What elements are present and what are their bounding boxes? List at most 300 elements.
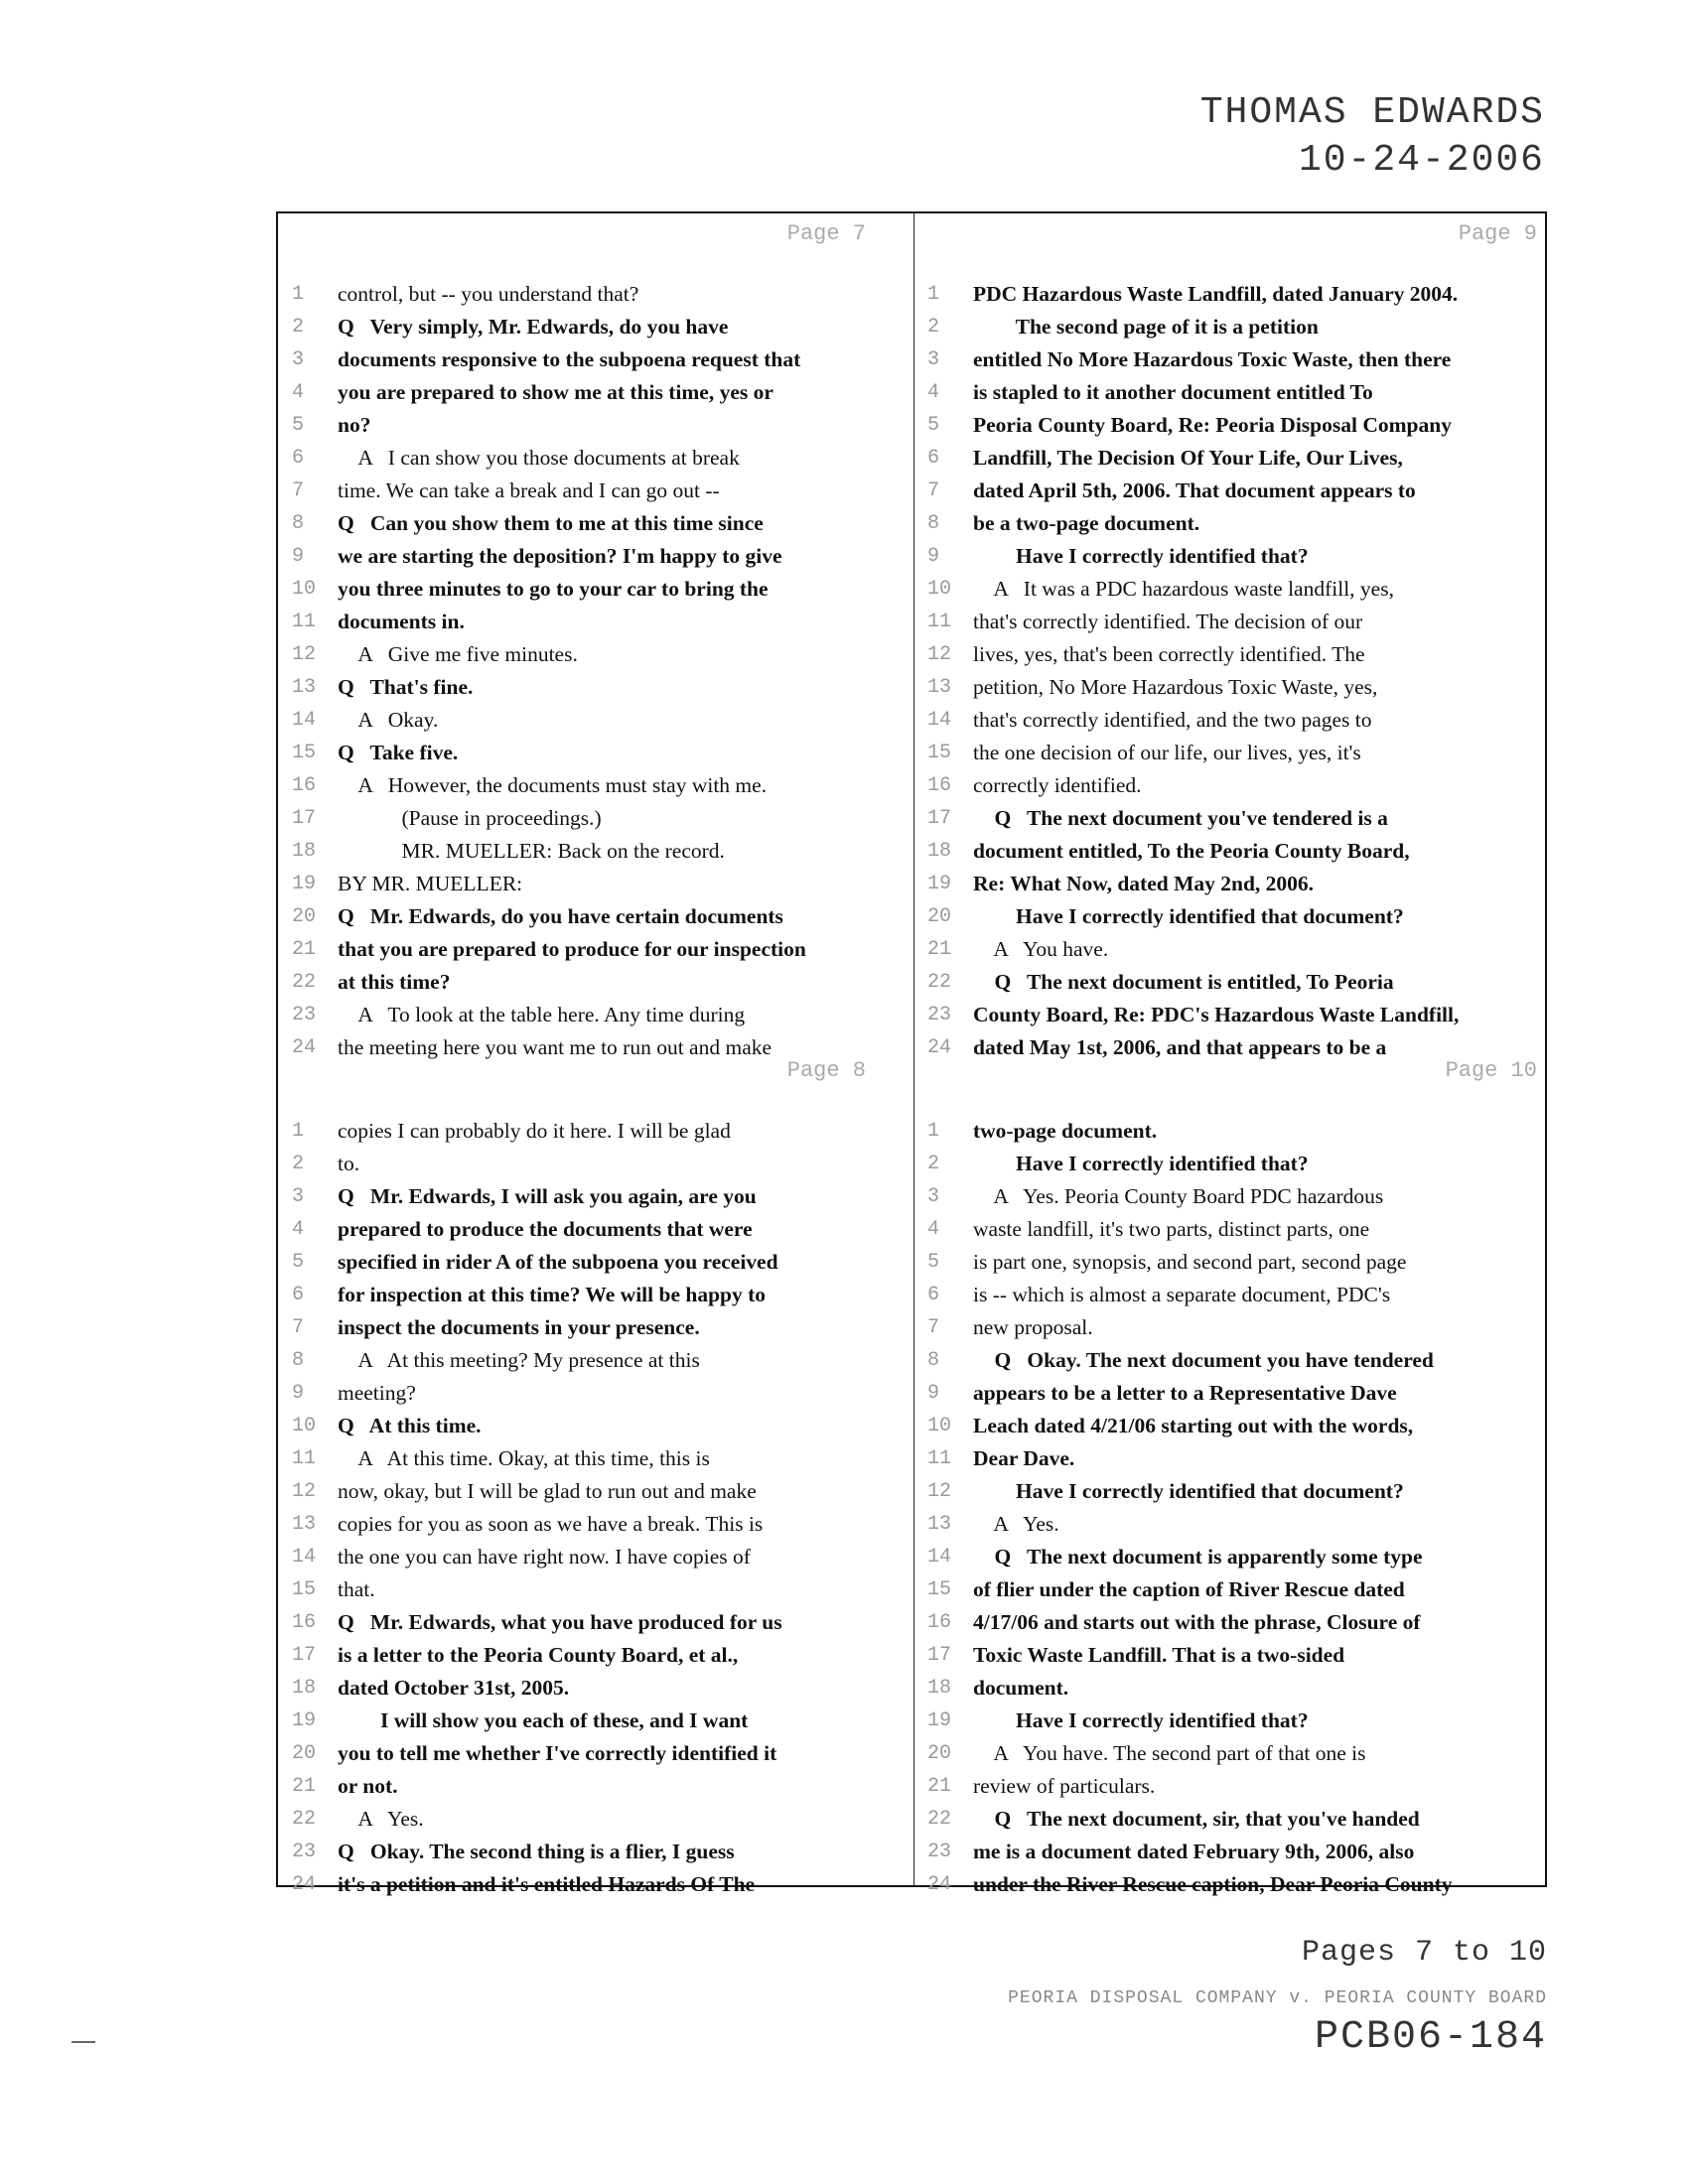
transcript-line xyxy=(278,1508,913,1541)
transcript-line xyxy=(278,1213,913,1246)
line-number: 19 xyxy=(292,873,317,895)
line-text: Have I correctly identified that? xyxy=(973,544,1309,568)
line-text: is a letter to the Peoria County Board, et al., xyxy=(338,1643,739,1667)
line-number: 13 xyxy=(927,1513,952,1536)
line-number: 10 xyxy=(292,1415,317,1437)
line-text: you are prepared to show me at this time, yes or xyxy=(338,380,773,404)
pages-range: Pages 7 to 10 xyxy=(1301,1936,1547,1970)
line-number: 5 xyxy=(292,414,305,437)
line-number: 1 xyxy=(292,283,305,306)
line-number: 8 xyxy=(292,512,305,535)
transcript-line xyxy=(913,835,1549,868)
line-number: 23 xyxy=(927,1004,952,1026)
transcript-line xyxy=(278,442,913,475)
line-number: 24 xyxy=(292,1873,317,1896)
line-text: A I can show you those documents at break xyxy=(338,446,740,470)
line-number: 24 xyxy=(927,1036,952,1059)
line-text: Have I correctly identified that document? xyxy=(973,1479,1404,1503)
line-number: 1 xyxy=(927,1120,940,1143)
line-text: meeting? xyxy=(338,1381,416,1405)
line-text: is -- which is almost a separate document, PDC's xyxy=(973,1283,1391,1306)
line-text: Q Okay. The second thing is a flier, I guess xyxy=(338,1840,735,1863)
page-lines xyxy=(278,1115,913,1901)
line-number: 13 xyxy=(292,1513,317,1536)
line-number: 18 xyxy=(292,1677,317,1700)
deposition-date: 10-24-2006 xyxy=(1298,139,1545,182)
line-text: A It was a PDC hazardous waste landfill, yes, xyxy=(973,577,1394,601)
line-text: County Board, Re: PDC's Hazardous Waste Landfill, xyxy=(973,1003,1460,1026)
line-number: 11 xyxy=(292,1447,317,1470)
transcript-line xyxy=(278,1868,913,1901)
line-number: 14 xyxy=(292,709,317,732)
line-text: two-page document. xyxy=(973,1119,1158,1143)
transcript-line xyxy=(278,1115,913,1148)
transcript-line xyxy=(278,278,913,311)
transcript-line xyxy=(278,343,913,376)
transcript-line xyxy=(913,1803,1549,1836)
transcript-line xyxy=(913,1672,1549,1705)
line-number: 5 xyxy=(927,414,940,437)
line-number: 18 xyxy=(927,840,952,863)
page-number: Page 10 xyxy=(1445,1058,1537,1083)
line-number: 15 xyxy=(292,742,317,764)
line-text: is part one, synopsis, and second part, second page xyxy=(973,1250,1407,1274)
line-text: specified in rider A of the subpoena you received xyxy=(338,1250,778,1274)
line-text: PDC Hazardous Waste Landfill, dated January 2004. xyxy=(973,282,1459,306)
line-number: 9 xyxy=(927,1382,940,1405)
transcript-line xyxy=(913,1868,1549,1901)
line-text: Q Okay. The next document you have tendered xyxy=(973,1348,1434,1372)
transcript-line xyxy=(913,1573,1549,1606)
line-text: Q The next document is entitled, To Peoria xyxy=(973,970,1394,994)
line-text: A Yes. Peoria County Board PDC hazardous xyxy=(973,1184,1384,1208)
transcript-line xyxy=(278,606,913,638)
line-number: 22 xyxy=(292,1808,317,1831)
line-number: 9 xyxy=(292,1382,305,1405)
line-number: 2 xyxy=(292,1153,305,1175)
case-caption: PEORIA DISPOSAL COMPANY v. PEORIA COUNTY BOARD xyxy=(1008,1988,1547,2008)
line-number: 18 xyxy=(927,1677,952,1700)
line-text: that's correctly identified. The decision of our xyxy=(973,610,1363,633)
transcript-line xyxy=(278,966,913,999)
line-text: to. xyxy=(338,1152,360,1175)
line-text: is stapled to it another document entitled To xyxy=(973,380,1373,404)
line-text: Q Can you show them to me at this time since xyxy=(338,511,764,535)
transcript-line xyxy=(913,1639,1549,1672)
transcript-line xyxy=(278,540,913,573)
line-text: Peoria County Board, Re: Peoria Disposal Company xyxy=(973,413,1452,437)
line-number: 9 xyxy=(292,545,305,568)
line-number: 12 xyxy=(927,1480,952,1503)
transcript-line xyxy=(913,704,1549,737)
line-text: Q The next document you've tendered is a xyxy=(973,806,1388,830)
transcript-line xyxy=(913,737,1549,769)
transcript-line xyxy=(913,1148,1549,1180)
line-number: 11 xyxy=(927,611,952,633)
transcript-line xyxy=(913,1115,1549,1148)
line-number: 11 xyxy=(927,1447,952,1470)
transcript-line xyxy=(278,1475,913,1508)
line-number: 20 xyxy=(927,905,952,928)
line-text: lives, yes, that's been correctly identified. The xyxy=(973,642,1365,666)
line-number: 17 xyxy=(927,1644,952,1667)
transcript-line xyxy=(913,573,1549,606)
transcript-line xyxy=(278,1180,913,1213)
transcript-page xyxy=(278,1050,913,1896)
line-text: it's a petition and it's entitled Hazards Of The xyxy=(338,1872,756,1896)
line-text: Landfill, The Decision Of Your Life, Our Lives, xyxy=(973,446,1403,470)
transcript-line xyxy=(278,999,913,1031)
transcript-line xyxy=(913,1475,1549,1508)
line-number: 3 xyxy=(927,348,940,371)
transcript-line xyxy=(913,1508,1549,1541)
line-text: Have I correctly identified that? xyxy=(973,1708,1309,1732)
transcript-line xyxy=(278,1344,913,1377)
line-number: 7 xyxy=(292,479,305,502)
transcript-line xyxy=(278,1705,913,1737)
transcript-line xyxy=(913,638,1549,671)
line-text: A You have. xyxy=(973,937,1109,961)
transcript-line xyxy=(913,1606,1549,1639)
line-number: 14 xyxy=(927,709,952,732)
line-number: 13 xyxy=(292,676,317,699)
transcript-line xyxy=(913,1770,1549,1803)
page-number: Page 7 xyxy=(786,221,866,246)
transcript-line xyxy=(913,1442,1549,1475)
transcript-line xyxy=(278,1770,913,1803)
line-number: 23 xyxy=(292,1841,317,1863)
case-number: PCB06-184 xyxy=(1314,2015,1547,2060)
margin-mark xyxy=(71,2041,95,2043)
line-number: 17 xyxy=(292,807,317,830)
line-text: new proposal. xyxy=(973,1315,1093,1339)
line-number: 21 xyxy=(927,1775,952,1798)
transcript-line xyxy=(913,442,1549,475)
line-text: dated October 31st, 2005. xyxy=(338,1676,570,1700)
line-number: 20 xyxy=(292,1742,317,1765)
line-text: dated April 5th, 2006. That document appears to xyxy=(973,478,1416,502)
transcript-line xyxy=(278,1311,913,1344)
line-text: Q The next document, sir, that you've handed xyxy=(973,1807,1420,1831)
line-text: that. xyxy=(338,1577,375,1601)
transcript-line xyxy=(278,1279,913,1311)
line-text: now, okay, but I will be glad to run out and make xyxy=(338,1479,757,1503)
line-text: A At this time. Okay, at this time, this is xyxy=(338,1446,710,1470)
line-number: 3 xyxy=(292,1185,305,1208)
transcript-line xyxy=(913,606,1549,638)
line-number: 22 xyxy=(292,971,317,994)
transcript-page xyxy=(913,213,1549,1059)
line-text: Q Mr. Edwards, what you have produced for us xyxy=(338,1610,782,1634)
line-text: Q Take five. xyxy=(338,741,459,764)
transcript-line xyxy=(913,1836,1549,1868)
transcript-line xyxy=(913,1344,1549,1377)
transcript-line xyxy=(278,769,913,802)
line-number: 5 xyxy=(927,1251,940,1274)
transcript-line xyxy=(913,1410,1549,1442)
line-number: 6 xyxy=(292,447,305,470)
line-number: 11 xyxy=(292,611,317,633)
transcript-line xyxy=(913,1279,1549,1311)
line-number: 8 xyxy=(927,1349,940,1372)
line-number: 14 xyxy=(927,1546,952,1569)
line-text: no? xyxy=(338,413,371,437)
transcript-line xyxy=(278,409,913,442)
transcript-line xyxy=(913,868,1549,900)
transcript-line xyxy=(278,1803,913,1836)
transcript-line xyxy=(913,1246,1549,1279)
line-text: appears to be a letter to a Representative Dave xyxy=(973,1381,1397,1405)
transcript-line xyxy=(278,1836,913,1868)
line-number: 19 xyxy=(927,873,952,895)
line-text: copies I can probably do it here. I will be glad xyxy=(338,1119,731,1143)
transcript-line xyxy=(278,507,913,540)
line-number: 7 xyxy=(292,1316,305,1339)
line-number: 7 xyxy=(927,479,940,502)
transcript-line xyxy=(278,1639,913,1672)
transcript-line xyxy=(913,900,1549,933)
page-lines xyxy=(913,1115,1549,1901)
transcript-line xyxy=(913,1737,1549,1770)
transcript-line xyxy=(913,1541,1549,1573)
line-text: copies for you as soon as we have a break. This is xyxy=(338,1512,764,1536)
transcript-line xyxy=(913,966,1549,999)
line-text: correctly identified. xyxy=(973,773,1142,797)
line-text: Re: What Now, dated May 2nd, 2006. xyxy=(973,872,1315,895)
line-number: 23 xyxy=(927,1841,952,1863)
transcript-line xyxy=(278,1442,913,1475)
line-text: documents responsive to the subpoena request that xyxy=(338,347,801,371)
line-text: the meeting here you want me to run out and make xyxy=(338,1035,772,1059)
line-number: 16 xyxy=(292,1611,317,1634)
line-number: 19 xyxy=(292,1709,317,1732)
line-number: 3 xyxy=(292,348,305,371)
line-text: you to tell me whether I've correctly identified it xyxy=(338,1741,777,1765)
page-lines xyxy=(913,278,1549,1064)
line-text: petition, No More Hazardous Toxic Waste, yes, xyxy=(973,675,1378,699)
transcript-line xyxy=(913,802,1549,835)
line-number: 7 xyxy=(927,1316,940,1339)
transcript-line xyxy=(278,638,913,671)
line-number: 8 xyxy=(292,1349,305,1372)
transcript-line xyxy=(278,900,913,933)
line-number: 19 xyxy=(927,1709,952,1732)
line-number: 2 xyxy=(927,1153,940,1175)
transcript-line xyxy=(913,1180,1549,1213)
line-number: 12 xyxy=(292,1480,317,1503)
line-number: 20 xyxy=(292,905,317,928)
line-number: 1 xyxy=(927,283,940,306)
line-text: 4/17/06 and starts out with the phrase, Closure of xyxy=(973,1610,1421,1634)
transcript-line xyxy=(278,737,913,769)
line-text: MR. MUELLER: Back on the record. xyxy=(338,839,725,863)
line-text: at this time? xyxy=(338,970,451,994)
line-text: control, but -- you understand that? xyxy=(338,282,639,306)
line-number: 2 xyxy=(292,316,305,339)
line-text: review of particulars. xyxy=(973,1774,1156,1798)
page-lines xyxy=(278,278,913,1064)
line-text: me is a document dated February 9th, 2006, also xyxy=(973,1840,1415,1863)
line-text: A Give me five minutes. xyxy=(338,642,578,666)
line-number: 15 xyxy=(292,1578,317,1601)
line-text: A At this meeting? My presence at this xyxy=(338,1348,700,1372)
line-text: A Okay. xyxy=(338,708,439,732)
line-number: 17 xyxy=(927,807,952,830)
line-number: 12 xyxy=(292,643,317,666)
line-number: 4 xyxy=(927,1218,940,1241)
line-text: A You have. The second part of that one is xyxy=(973,1741,1366,1765)
line-text: A To look at the table here. Any time during xyxy=(338,1003,746,1026)
line-text: dated May 1st, 2006, and that appears to be a xyxy=(973,1035,1387,1059)
line-number: 10 xyxy=(927,1415,952,1437)
line-text: documents in. xyxy=(338,610,465,633)
line-text: Q That's fine. xyxy=(338,675,474,699)
line-number: 12 xyxy=(927,643,952,666)
line-number: 16 xyxy=(927,1611,952,1634)
transcript-line xyxy=(278,1410,913,1442)
line-text: time. We can take a break and I can go out -- xyxy=(338,478,720,502)
line-number: 15 xyxy=(927,1578,952,1601)
line-number: 14 xyxy=(292,1546,317,1569)
line-number: 10 xyxy=(292,578,317,601)
line-number: 1 xyxy=(292,1120,305,1143)
line-text: the one decision of our life, our lives, yes, it's xyxy=(973,741,1361,764)
transcript-line xyxy=(278,1672,913,1705)
line-number: 2 xyxy=(927,316,940,339)
transcript-line xyxy=(913,311,1549,343)
line-text: that's correctly identified, and the two pages to xyxy=(973,708,1372,732)
transcript-line xyxy=(278,376,913,409)
line-text: I will show you each of these, and I want xyxy=(338,1708,749,1732)
line-number: 22 xyxy=(927,971,952,994)
transcript-line xyxy=(278,311,913,343)
line-text: entitled No More Hazardous Toxic Waste, then there xyxy=(973,347,1452,371)
line-number: 20 xyxy=(927,1742,952,1765)
line-text: Q Mr. Edwards, I will ask you again, are you xyxy=(338,1184,757,1208)
line-text: the one you can have right now. I have copies of xyxy=(338,1545,751,1569)
line-number: 4 xyxy=(292,381,305,404)
line-text: Q Very simply, Mr. Edwards, do you have xyxy=(338,315,729,339)
line-number: 5 xyxy=(292,1251,305,1274)
line-text: The second page of it is a petition xyxy=(973,315,1319,339)
line-text: Q Mr. Edwards, do you have certain documents xyxy=(338,904,783,928)
line-text: Dear Dave. xyxy=(973,1446,1075,1470)
transcript-line xyxy=(278,671,913,704)
line-number: 16 xyxy=(927,774,952,797)
line-number: 15 xyxy=(927,742,952,764)
line-number: 24 xyxy=(292,1036,317,1059)
transcript-line xyxy=(278,835,913,868)
transcript-page xyxy=(278,213,913,1059)
transcript-frame xyxy=(276,211,1547,1896)
line-text: under the River Rescue caption, Dear Peoria County xyxy=(973,1872,1453,1896)
line-text: you three minutes to go to your car to bring the xyxy=(338,577,769,601)
line-text: A Yes. xyxy=(973,1512,1059,1536)
transcript-line xyxy=(913,1377,1549,1410)
line-number: 17 xyxy=(292,1644,317,1667)
line-number: 6 xyxy=(292,1284,305,1306)
line-text: for inspection at this time? We will be happy to xyxy=(338,1283,767,1306)
line-text: Toxic Waste Landfill. That is a two-sided xyxy=(973,1643,1345,1667)
line-text: Q The next document is apparently some type xyxy=(973,1545,1423,1569)
line-text: Have I correctly identified that document? xyxy=(973,904,1404,928)
line-text: (Pause in proceedings.) xyxy=(338,806,602,830)
transcript-line xyxy=(278,1541,913,1573)
deponent-name: THOMAS EDWARDS xyxy=(1199,91,1545,134)
transcript-line xyxy=(278,475,913,507)
transcript-line xyxy=(278,802,913,835)
transcript-line xyxy=(913,999,1549,1031)
transcript-line xyxy=(278,1737,913,1770)
line-text: be a two-page document. xyxy=(973,511,1200,535)
transcript-line xyxy=(278,1246,913,1279)
line-number: 8 xyxy=(927,512,940,535)
transcript-line xyxy=(278,1606,913,1639)
line-text: A Yes. xyxy=(338,1807,424,1831)
transcript-line xyxy=(278,573,913,606)
line-number: 24 xyxy=(927,1873,952,1896)
line-text: Q At this time. xyxy=(338,1414,482,1437)
page-number: Page 9 xyxy=(1458,221,1537,246)
line-text: prepared to produce the documents that were xyxy=(338,1217,753,1241)
line-number: 4 xyxy=(927,381,940,404)
line-number: 13 xyxy=(927,676,952,699)
transcript-line xyxy=(913,671,1549,704)
transcript-line xyxy=(913,933,1549,966)
transcript-line xyxy=(913,769,1549,802)
transcript-line xyxy=(913,1311,1549,1344)
line-number: 6 xyxy=(927,1284,940,1306)
line-number: 21 xyxy=(292,938,317,961)
transcript-line xyxy=(913,1213,1549,1246)
line-text: of flier under the caption of River Rescue dated xyxy=(973,1577,1405,1601)
line-text: BY MR. MUELLER: xyxy=(338,872,523,895)
line-text: inspect the documents in your presence. xyxy=(338,1315,700,1339)
line-number: 10 xyxy=(927,578,952,601)
line-text: A However, the documents must stay with me. xyxy=(338,773,768,797)
line-number: 21 xyxy=(292,1775,317,1798)
transcript-line xyxy=(278,704,913,737)
line-number: 6 xyxy=(927,447,940,470)
line-text: or not. xyxy=(338,1774,398,1798)
line-number: 21 xyxy=(927,938,952,961)
transcript-line xyxy=(278,1573,913,1606)
line-number: 22 xyxy=(927,1808,952,1831)
line-text: document entitled, To the Peoria County Board, xyxy=(973,839,1410,863)
line-text: Leach dated 4/21/06 starting out with the words, xyxy=(973,1414,1414,1437)
transcript-line xyxy=(913,278,1549,311)
line-number: 3 xyxy=(927,1185,940,1208)
line-number: 16 xyxy=(292,774,317,797)
line-number: 23 xyxy=(292,1004,317,1026)
line-text: Have I correctly identified that? xyxy=(973,1152,1309,1175)
transcript-line xyxy=(278,1377,913,1410)
transcript-line xyxy=(913,409,1549,442)
transcript-line xyxy=(278,933,913,966)
transcript-line xyxy=(913,540,1549,573)
transcript-line xyxy=(913,343,1549,376)
page-number: Page 8 xyxy=(786,1058,866,1083)
transcript-line xyxy=(913,376,1549,409)
transcript-line xyxy=(913,475,1549,507)
transcript-page xyxy=(913,1050,1549,1896)
transcript-line xyxy=(278,868,913,900)
transcript-line xyxy=(278,1148,913,1180)
line-text: that you are prepared to produce for our inspection xyxy=(338,937,806,961)
transcript-line xyxy=(913,507,1549,540)
line-number: 18 xyxy=(292,840,317,863)
line-text: document. xyxy=(973,1676,1069,1700)
